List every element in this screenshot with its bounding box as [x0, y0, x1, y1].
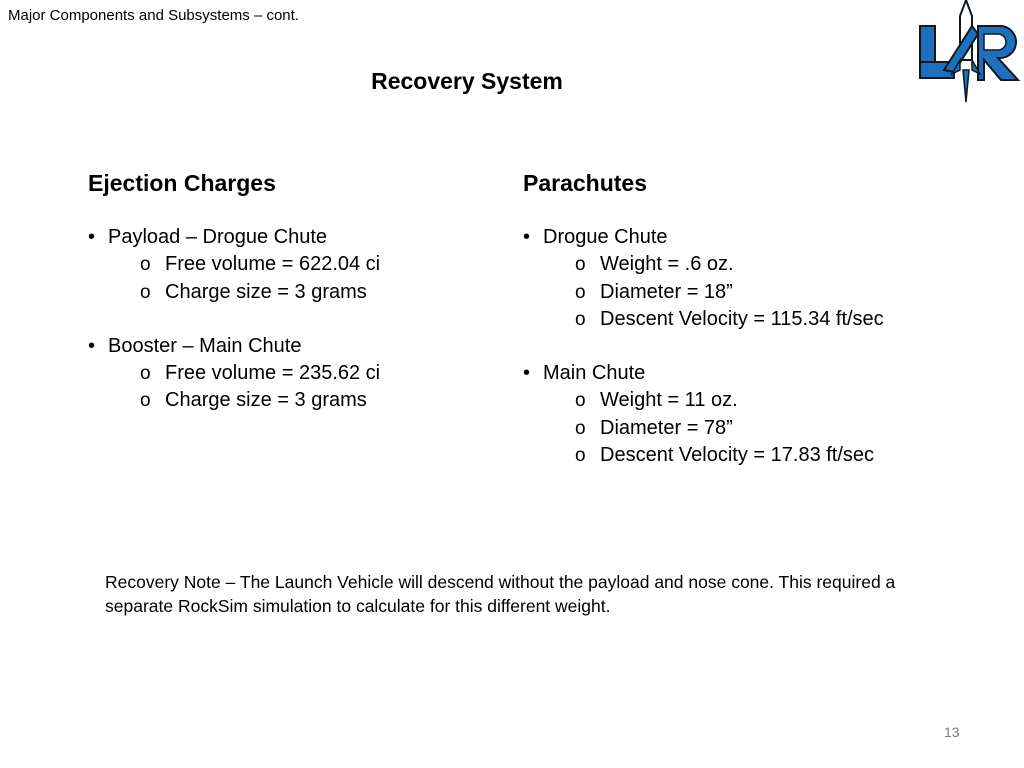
recovery-note: Recovery Note – The Launch Vehicle will descend without the payload and nose cone. This required a separate RockSim simulation to calculate for this different weight.: [105, 572, 896, 616]
ejection-charges-column: [88, 167, 488, 415]
sub-bullet-mark: o: [575, 445, 586, 467]
sub-bullet-item: [523, 306, 1003, 333]
sub-bullet-item: [523, 415, 1003, 442]
page-number: 13: [944, 724, 960, 740]
sub-bullet-text: Diameter = 18”: [600, 280, 733, 303]
bullet-item: [523, 360, 1003, 387]
bullet-mark: •: [88, 226, 96, 248]
slide-header: Major Components and Subsystems – cont.: [8, 7, 299, 24]
bullet-group: [88, 333, 488, 415]
sub-bullet-text: Weight = .6 oz.: [600, 253, 734, 276]
bullet-group: [523, 224, 1003, 333]
bullet-text: Payload – Drogue Chute: [108, 226, 328, 248]
sub-bullet-item: [88, 251, 488, 278]
sub-bullet-mark: o: [575, 281, 586, 303]
sub-bullet-item: [88, 387, 488, 414]
sub-bullet-text: Diameter = 78”: [600, 416, 733, 439]
l2r-logo: [916, 0, 1024, 104]
sub-bullet-text: Free volume = 235.62 ci: [165, 362, 381, 385]
bullet-text: Booster – Main Chute: [108, 334, 302, 357]
column-heading: Parachutes: [523, 170, 648, 196]
bullet-item: [88, 333, 488, 360]
bullet-mark: •: [523, 226, 531, 248]
bullet-text: Main Chute: [543, 362, 646, 385]
sub-bullet-item: [88, 360, 488, 387]
sub-bullet-item: [523, 251, 1003, 278]
sub-bullet-item: [523, 279, 1003, 306]
parachutes-column: [523, 167, 1003, 469]
sub-bullet-text: Charge size = 3 grams: [165, 389, 367, 412]
column-heading: Ejection Charges: [88, 170, 276, 196]
bullet-mark: •: [88, 334, 96, 357]
sub-bullet-mark: o: [140, 254, 151, 276]
sub-bullet-mark: o: [575, 254, 586, 276]
bullet-item: [88, 224, 488, 251]
sub-bullet-text: Descent Velocity = 115.34 ft/sec: [600, 307, 884, 330]
sub-bullet-mark: o: [140, 363, 151, 385]
sub-bullet-item: [523, 387, 1003, 414]
sub-bullet-text: Descent Velocity = 17.83 ft/sec: [600, 444, 875, 467]
bullet-text: Drogue Chute: [543, 226, 668, 248]
sub-bullet-text: Weight = 11 oz.: [600, 389, 738, 412]
l2r-logo-graphic: [916, 0, 1024, 104]
sub-bullet-item: [523, 442, 1003, 469]
bullet-group: [523, 360, 1003, 469]
bullet-item: [523, 224, 1003, 251]
sub-bullet-mark: o: [140, 281, 151, 303]
bullet-group: [88, 224, 488, 306]
sub-bullet-mark: o: [575, 390, 586, 412]
sub-bullet-text: Charge size = 3 grams: [165, 280, 367, 303]
slide-title: Recovery System: [371, 68, 563, 94]
bullet-mark: •: [523, 362, 531, 385]
sub-bullet-mark: o: [140, 390, 151, 412]
sub-bullet-text: Free volume = 622.04 ci: [165, 253, 381, 276]
sub-bullet-item: [88, 279, 488, 306]
sub-bullet-mark: o: [575, 417, 586, 439]
sub-bullet-mark: o: [575, 308, 586, 330]
